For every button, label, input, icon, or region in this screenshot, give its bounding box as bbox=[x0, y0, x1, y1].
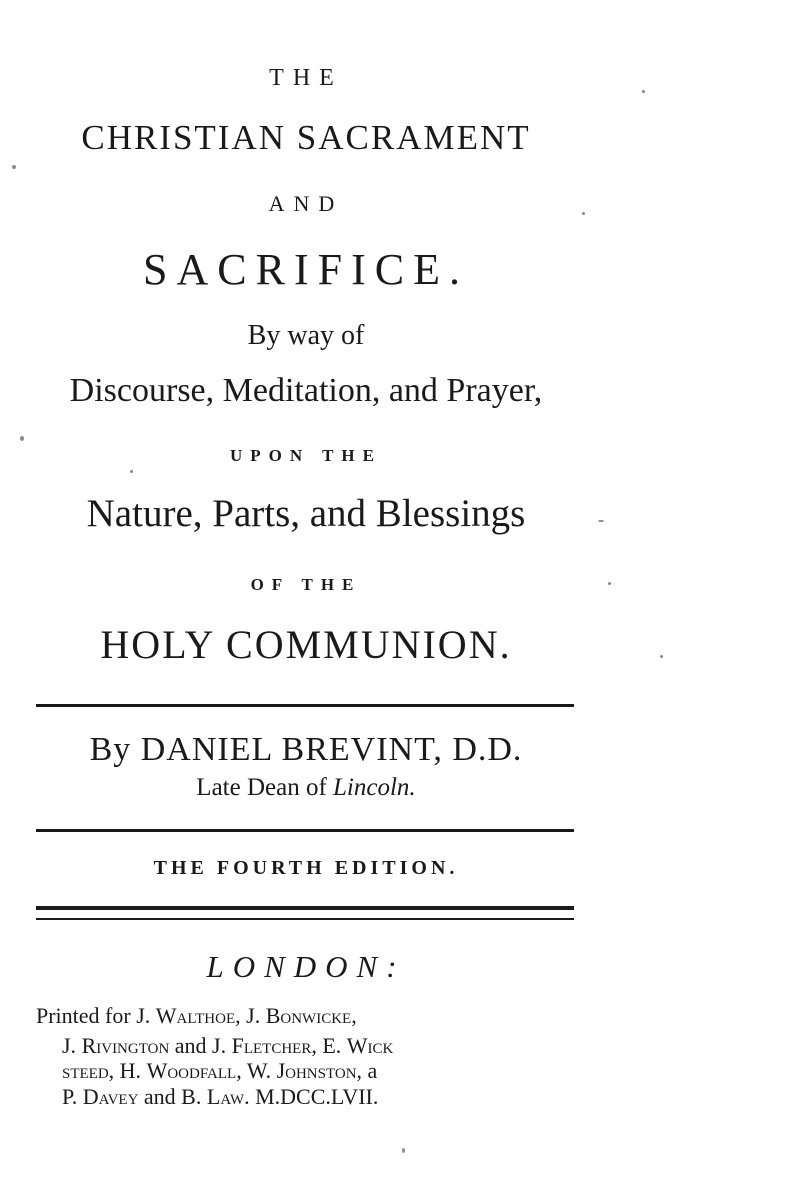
imprint-text: , W. bbox=[236, 1058, 277, 1083]
imprint-text: , J. bbox=[235, 1003, 266, 1028]
subtitle-by-way-of: By way of bbox=[247, 320, 365, 351]
imprint-text: J. bbox=[62, 1033, 82, 1058]
imprint-line-1 bbox=[36, 1005, 357, 1027]
divider-rule bbox=[36, 704, 574, 707]
paper-speck bbox=[642, 90, 645, 93]
subtitle-discourse: Discourse, Meditation, and Prayer, bbox=[69, 372, 543, 409]
author-title-line bbox=[36, 775, 576, 800]
imprint-line-2 bbox=[62, 1035, 393, 1057]
paper-speck bbox=[582, 212, 585, 215]
imprint-text: and J. bbox=[169, 1033, 232, 1058]
imprint-text: , a bbox=[356, 1058, 378, 1083]
title-line-christian-sacrament: CHRISTIAN SACRAMENT bbox=[81, 118, 531, 157]
subtitle-nature-parts: Nature, Parts, and Blessings bbox=[86, 492, 526, 535]
imprint-name: Wick bbox=[346, 1033, 394, 1058]
imprint-text: , H. bbox=[108, 1058, 147, 1083]
imprint-text: , E. bbox=[311, 1033, 347, 1058]
paper-speck bbox=[130, 470, 133, 473]
imprint-name: Law bbox=[206, 1084, 245, 1109]
imprint-name: Davey bbox=[82, 1084, 139, 1109]
imprint-name: Walthoe bbox=[155, 1003, 236, 1028]
edition-line: THE FOURTH EDITION. bbox=[153, 857, 459, 879]
imprint-line-4 bbox=[62, 1086, 378, 1108]
double-rule-top bbox=[36, 906, 574, 910]
paper-speck bbox=[608, 582, 611, 585]
imprint-text: Printed for J. bbox=[36, 1003, 156, 1028]
author-title-place: Lincoln. bbox=[333, 774, 416, 801]
author-title-prefix: Late Dean of bbox=[196, 774, 327, 801]
paper-speck bbox=[12, 165, 16, 169]
paper-speck bbox=[598, 520, 604, 522]
title-line-the: THE bbox=[269, 65, 343, 91]
imprint-line-3 bbox=[62, 1060, 377, 1082]
imprint-city: LONDON: bbox=[206, 949, 406, 984]
paper-speck bbox=[20, 436, 24, 441]
divider-rule bbox=[36, 829, 574, 832]
paper-speck bbox=[660, 655, 663, 658]
imprint-text: P. bbox=[62, 1084, 83, 1109]
title-line-holy-communion: HOLY COMMUNION. bbox=[100, 622, 512, 667]
imprint-name: Woodfall bbox=[146, 1058, 237, 1083]
double-rule-bottom bbox=[36, 918, 574, 920]
title-line-and: AND bbox=[268, 191, 344, 216]
subtitle-upon-the: UPON THE bbox=[229, 446, 382, 465]
imprint-name: Bonwicke bbox=[265, 1003, 352, 1028]
imprint-name: Fletcher bbox=[231, 1033, 312, 1058]
paper-speck bbox=[402, 1148, 405, 1153]
imprint-text: and B. bbox=[138, 1084, 207, 1109]
imprint-text: , bbox=[351, 1003, 357, 1028]
imprint-name: Rivington bbox=[81, 1033, 170, 1058]
title-line-sacrifice: SACRIFICE. bbox=[143, 245, 469, 294]
imprint-text: . M.DCC.LVII. bbox=[244, 1084, 379, 1109]
imprint-name: Johnston bbox=[276, 1058, 357, 1083]
author-line: By DANIEL BREVINT, D.D. bbox=[89, 731, 523, 768]
subtitle-of-the: OF THE bbox=[250, 575, 362, 594]
imprint-name: steed bbox=[62, 1058, 109, 1083]
